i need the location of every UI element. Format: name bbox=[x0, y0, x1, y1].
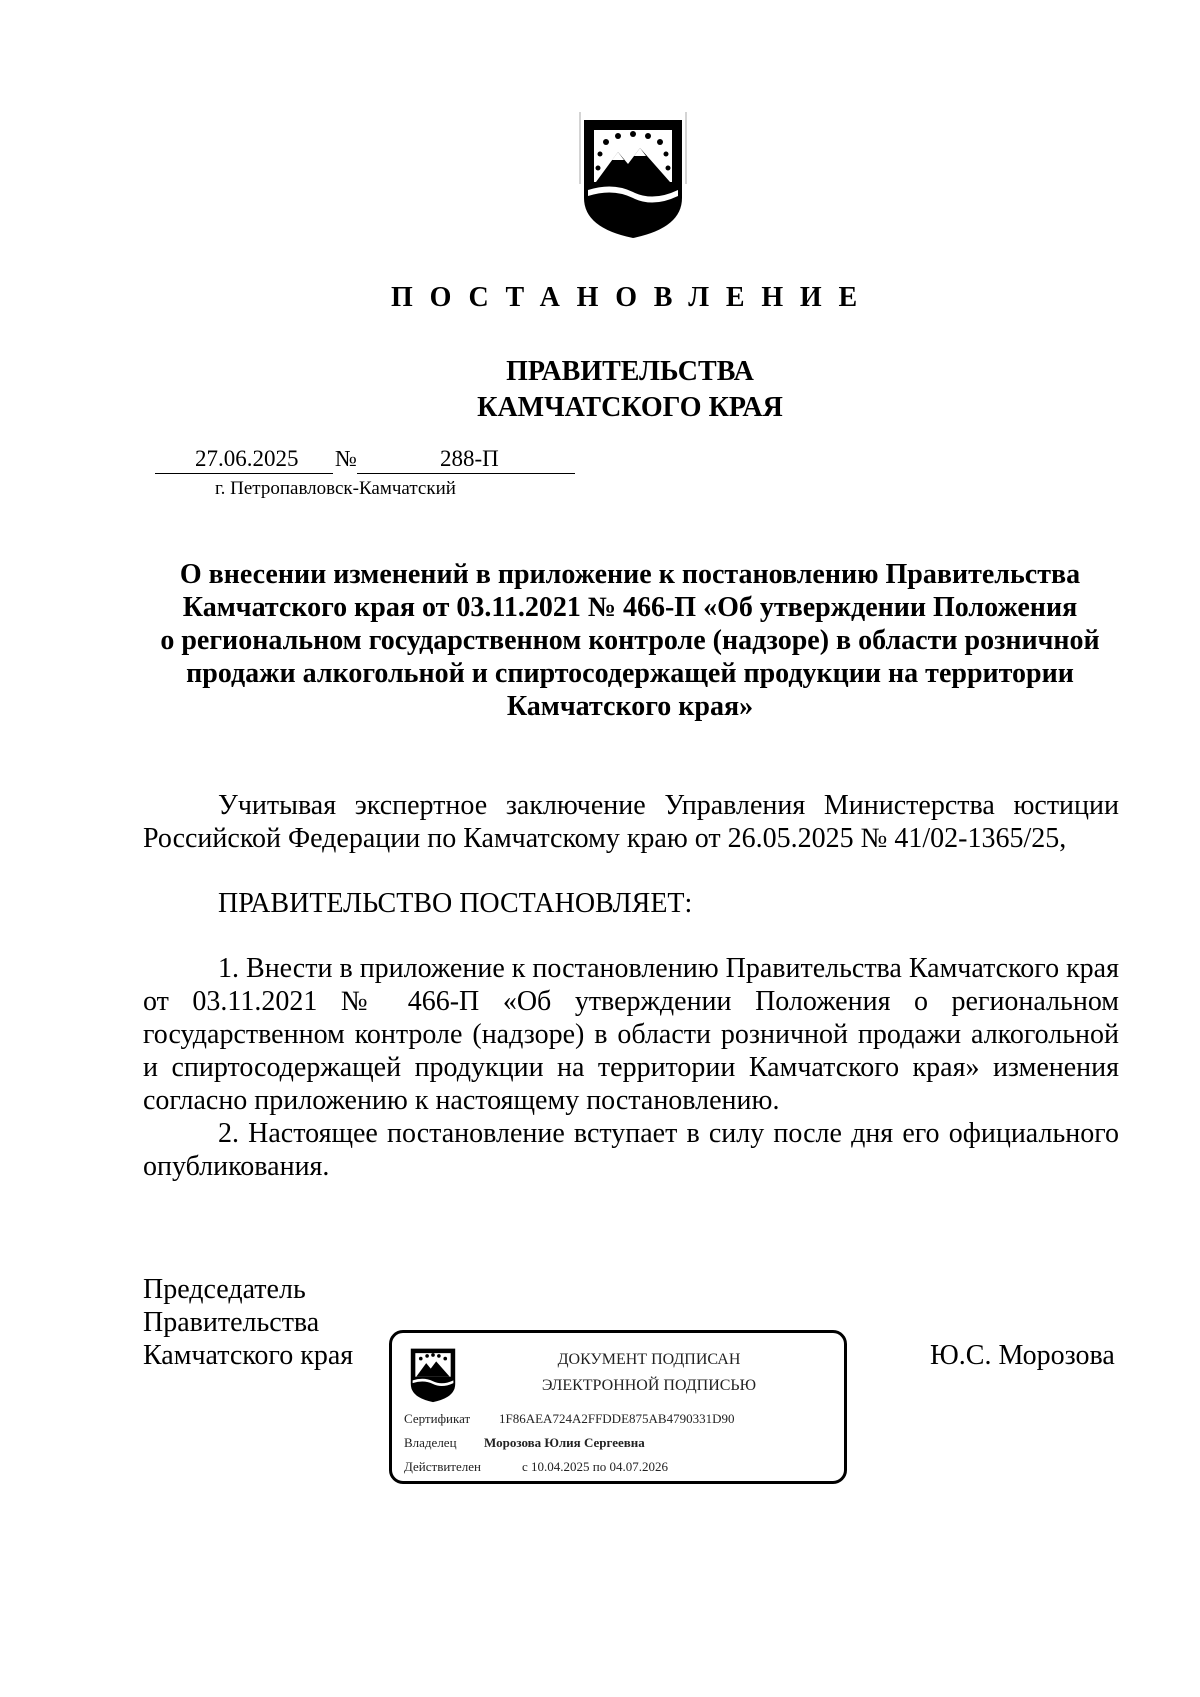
title-line-4: продажи алкогольной и спиртосодержащей продукции на территории bbox=[186, 658, 1074, 689]
stamp-heading-line-2: ЭЛЕКТРОННОЙ ПОДПИСЬЮ bbox=[541, 1377, 757, 1394]
signer-position-line-2: Правительства bbox=[143, 1307, 320, 1338]
issuer-line-1: ПРАВИТЕЛЬСТВА bbox=[506, 356, 754, 387]
validity-label: Действителен bbox=[404, 1459, 481, 1474]
stamp-heading bbox=[484, 1347, 814, 1399]
title-line-2: Камчатского края от 03.11.2021 № 466-П «Об утверждении Положения bbox=[182, 592, 1078, 623]
issuer-heading bbox=[0, 354, 1200, 426]
document-number: 288-П bbox=[440, 446, 499, 471]
document-type-heading: ПОСТАНОВЛЕНИЕ bbox=[391, 282, 874, 313]
items-block bbox=[143, 952, 1119, 1183]
title-line-1: О внесении изменений в приложение к постановлению Правительства bbox=[179, 559, 1081, 590]
issuer-line-2: КАМЧАТСКОГО КРАЯ bbox=[477, 392, 783, 423]
resolution-text: ПРАВИТЕЛЬСТВО ПОСТАНОВЛЯЕТ: bbox=[218, 888, 693, 919]
electronic-signature-stamp bbox=[389, 1330, 847, 1484]
document-title bbox=[140, 558, 1120, 723]
owner-value: Морозова Юлия Сергеевна bbox=[484, 1435, 645, 1450]
signer-position-line-3: Камчатского края bbox=[143, 1340, 354, 1371]
number-underline bbox=[357, 473, 575, 474]
validity-value: с 10.04.2025 по 04.07.2026 bbox=[522, 1459, 668, 1474]
title-line-3: о региональном государственном контроле (надзоре) в области розничной bbox=[160, 625, 1100, 656]
number-sign: № bbox=[335, 446, 357, 471]
preamble-text: Учитывая экспертное заключение Управления Министерства юстиции Российской Федерации по Камчатскому краю от 26.05.2025 № 41/02-1365/25, bbox=[143, 790, 1119, 854]
stamp-heading-line-1: ДОКУМЕНТ ПОДПИСАН bbox=[557, 1351, 741, 1368]
certificate-value: 1F86AEA724A2FFDDE875AB4790331D90 bbox=[499, 1411, 735, 1426]
signer-name: Ю.С. Морозова bbox=[930, 1340, 1115, 1371]
item-1-text: 1. Внести в приложение к постановлению Правительства Камчатского края от 03.11.2021 № 466-П «Об утверждении Положения о региональном государственном контроле (надзоре) в области розничной продажи алкогольной и спиртосодержащей продукции на территории Камчатского края» изменения согласно приложению к настоящему постановлению. bbox=[143, 953, 1119, 1116]
coat-of-arms-emblem bbox=[578, 112, 688, 240]
title-line-5: Камчатского края» bbox=[506, 691, 754, 722]
stamp-certificate-row bbox=[404, 1411, 734, 1427]
signer-position bbox=[143, 1273, 353, 1372]
resolution-paragraph bbox=[143, 887, 1119, 920]
document-date: 27.06.2025 bbox=[195, 446, 299, 471]
owner-label: Владелец bbox=[404, 1435, 457, 1450]
item-2-text: 2. Настоящее постановление вступает в силу после дня его официального опубликования. bbox=[143, 1118, 1119, 1182]
certificate-label: Сертификат bbox=[404, 1411, 471, 1426]
date-underline bbox=[155, 473, 333, 474]
signer-position-line-1: Председатель bbox=[143, 1274, 306, 1305]
preamble-paragraph bbox=[143, 789, 1119, 855]
stamp-coat-of-arms-icon bbox=[408, 1345, 458, 1403]
stamp-owner-row bbox=[404, 1435, 645, 1451]
stamp-validity-row bbox=[404, 1459, 668, 1475]
city-line: г. Петропавловск-Камчатский bbox=[215, 478, 456, 499]
